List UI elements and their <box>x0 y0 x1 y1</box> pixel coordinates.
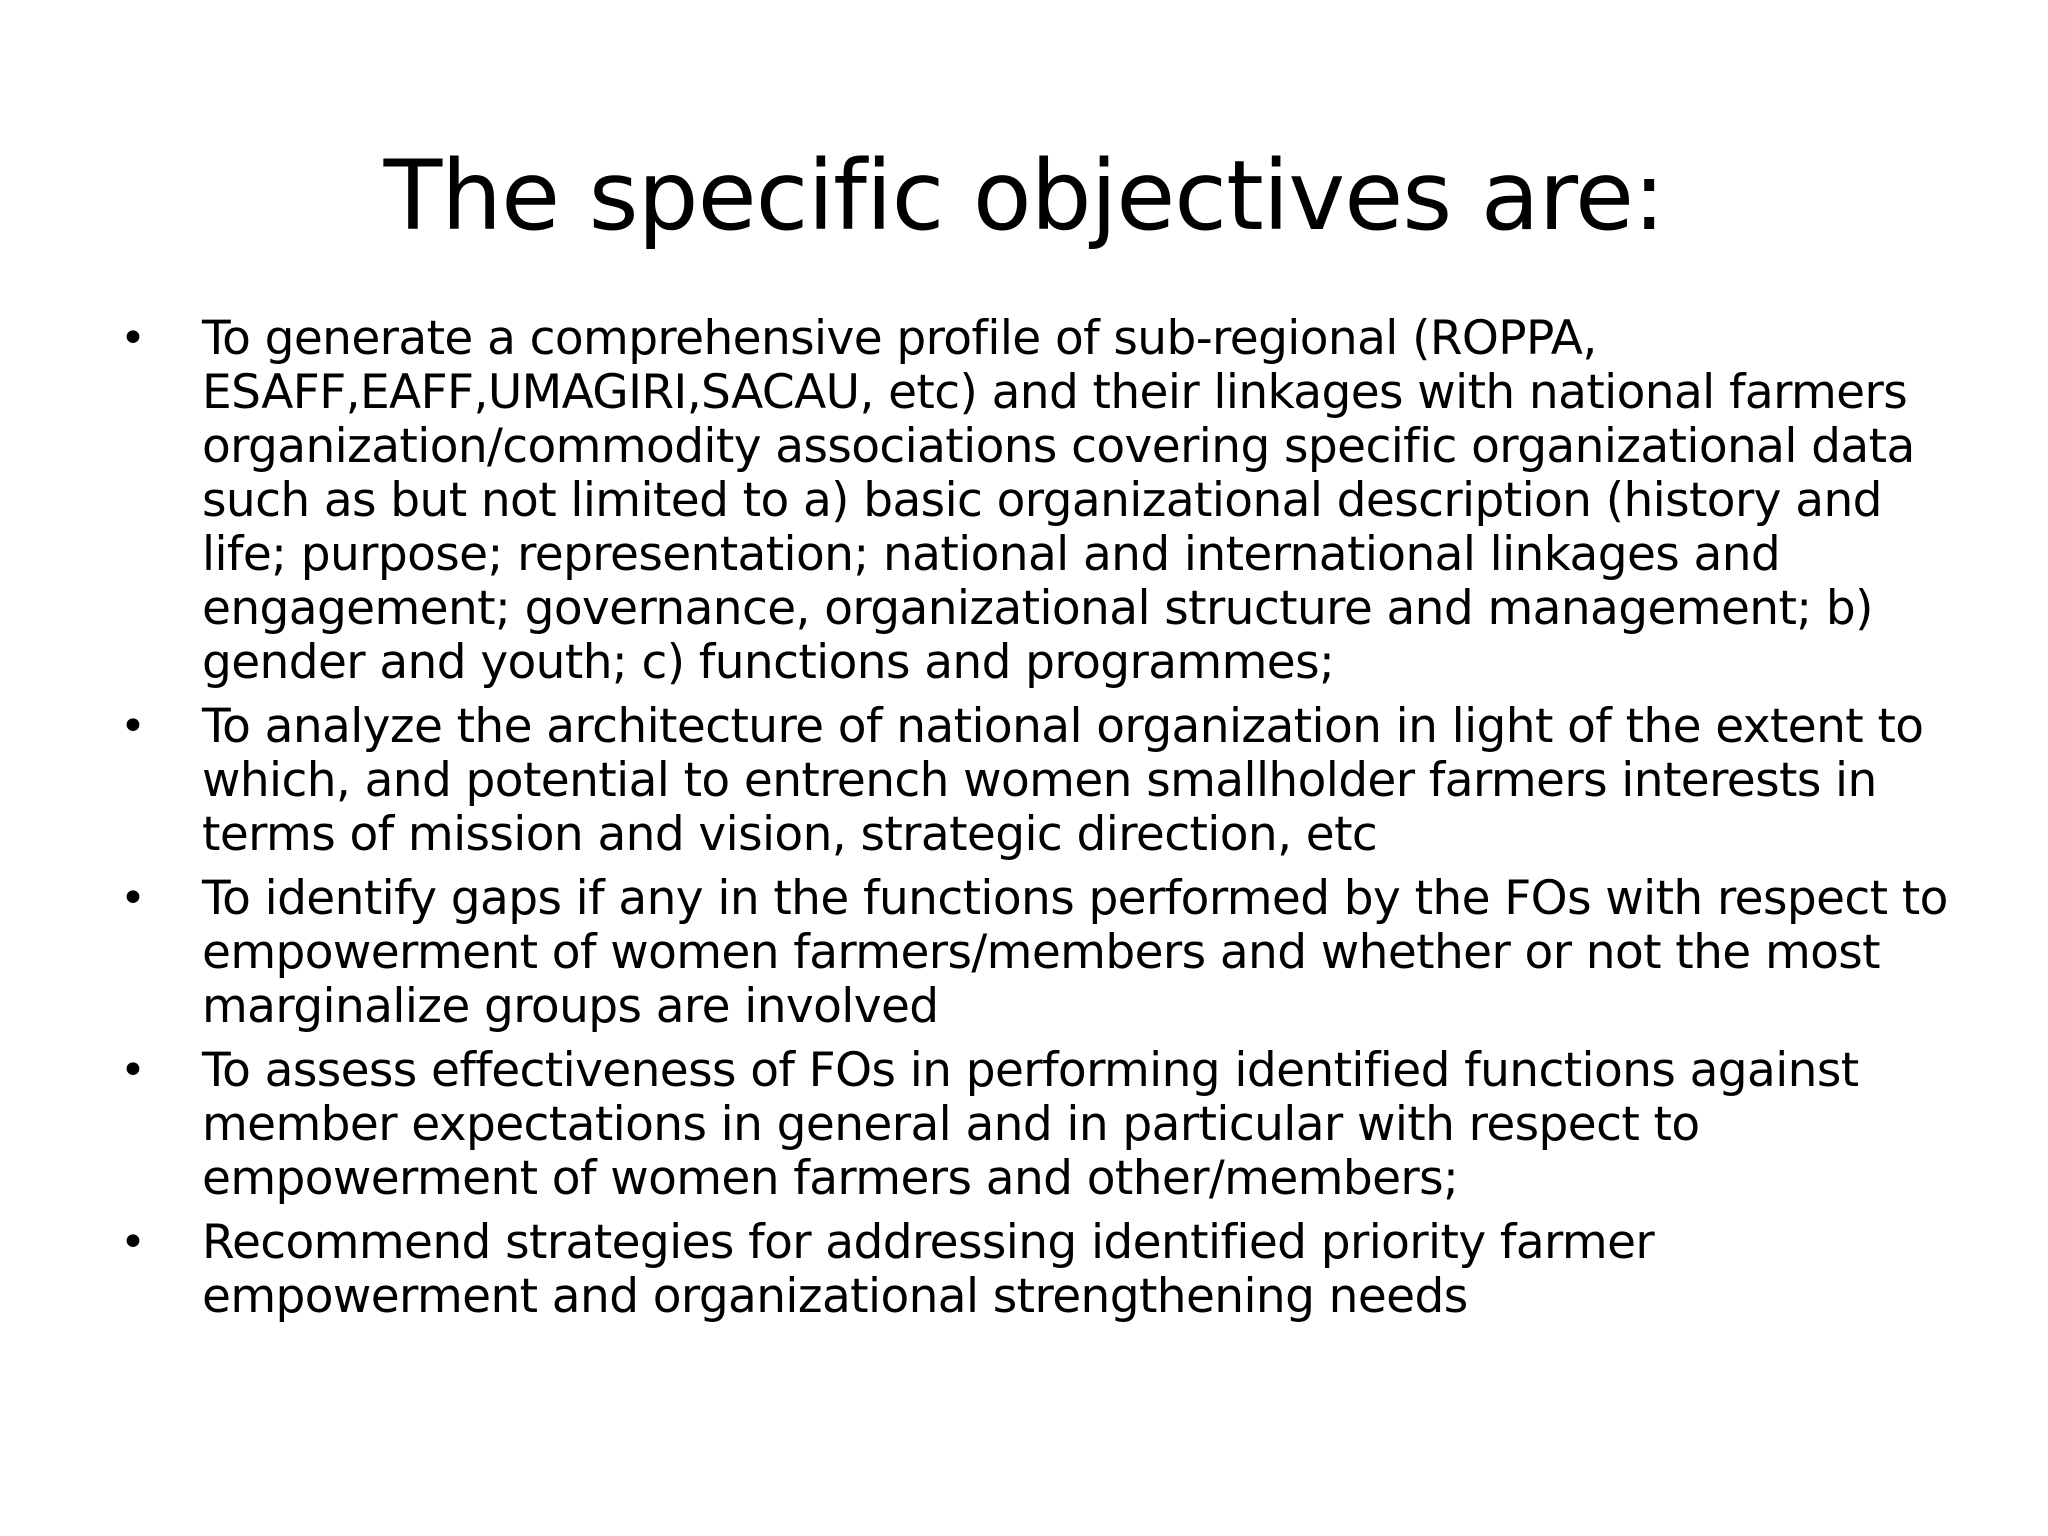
list-item <box>120 1216 1960 1324</box>
list-item <box>120 872 1960 1034</box>
bullet-text: Recommend strategies for addressing identified priority farmer empowerment and organizational strengthening needs <box>202 1215 1655 1324</box>
bullet-icon: • <box>120 873 146 924</box>
bullet-text: To assess effectiveness of FOs in performing identified functions against member expectations in general and in particular with respect to empowerment of women farmers and other/members; <box>202 1043 1859 1206</box>
bullet-icon: • <box>120 313 146 364</box>
bullet-icon: • <box>120 1217 146 1268</box>
bullet-icon: • <box>120 701 146 752</box>
list-item <box>120 312 1960 690</box>
bullet-icon: • <box>120 1045 146 1096</box>
list-item <box>120 1044 1960 1206</box>
bullet-text: To identify gaps if any in the functions performed by the FOs with respect to empowerment of women farmers/members and whether or not the most marginalize groups are involved <box>202 871 1948 1034</box>
slide-title: The specific objectives are: <box>383 140 1665 252</box>
list-item <box>120 700 1960 862</box>
bullet-text: To generate a comprehensive profile of sub-regional (ROPPA, ESAFF,EAFF,UMAGIRI,SACAU, etc) and their linkages with national farmers organization/commodity associations covering specific organizational data such as but not limited to a) basic organizational description (history and life; purpose; representation; national and international linkages and engagement; governance, organizational structure and management; b) gender and youth; c) functions and programmes; <box>202 311 1915 690</box>
bullet-text: To analyze the architecture of national organization in light of the extent to which, and potential to entrench women smallholder farmers interests in terms of mission and vision, strategic direction, etc <box>202 699 1924 862</box>
objectives-list <box>120 312 1960 1334</box>
